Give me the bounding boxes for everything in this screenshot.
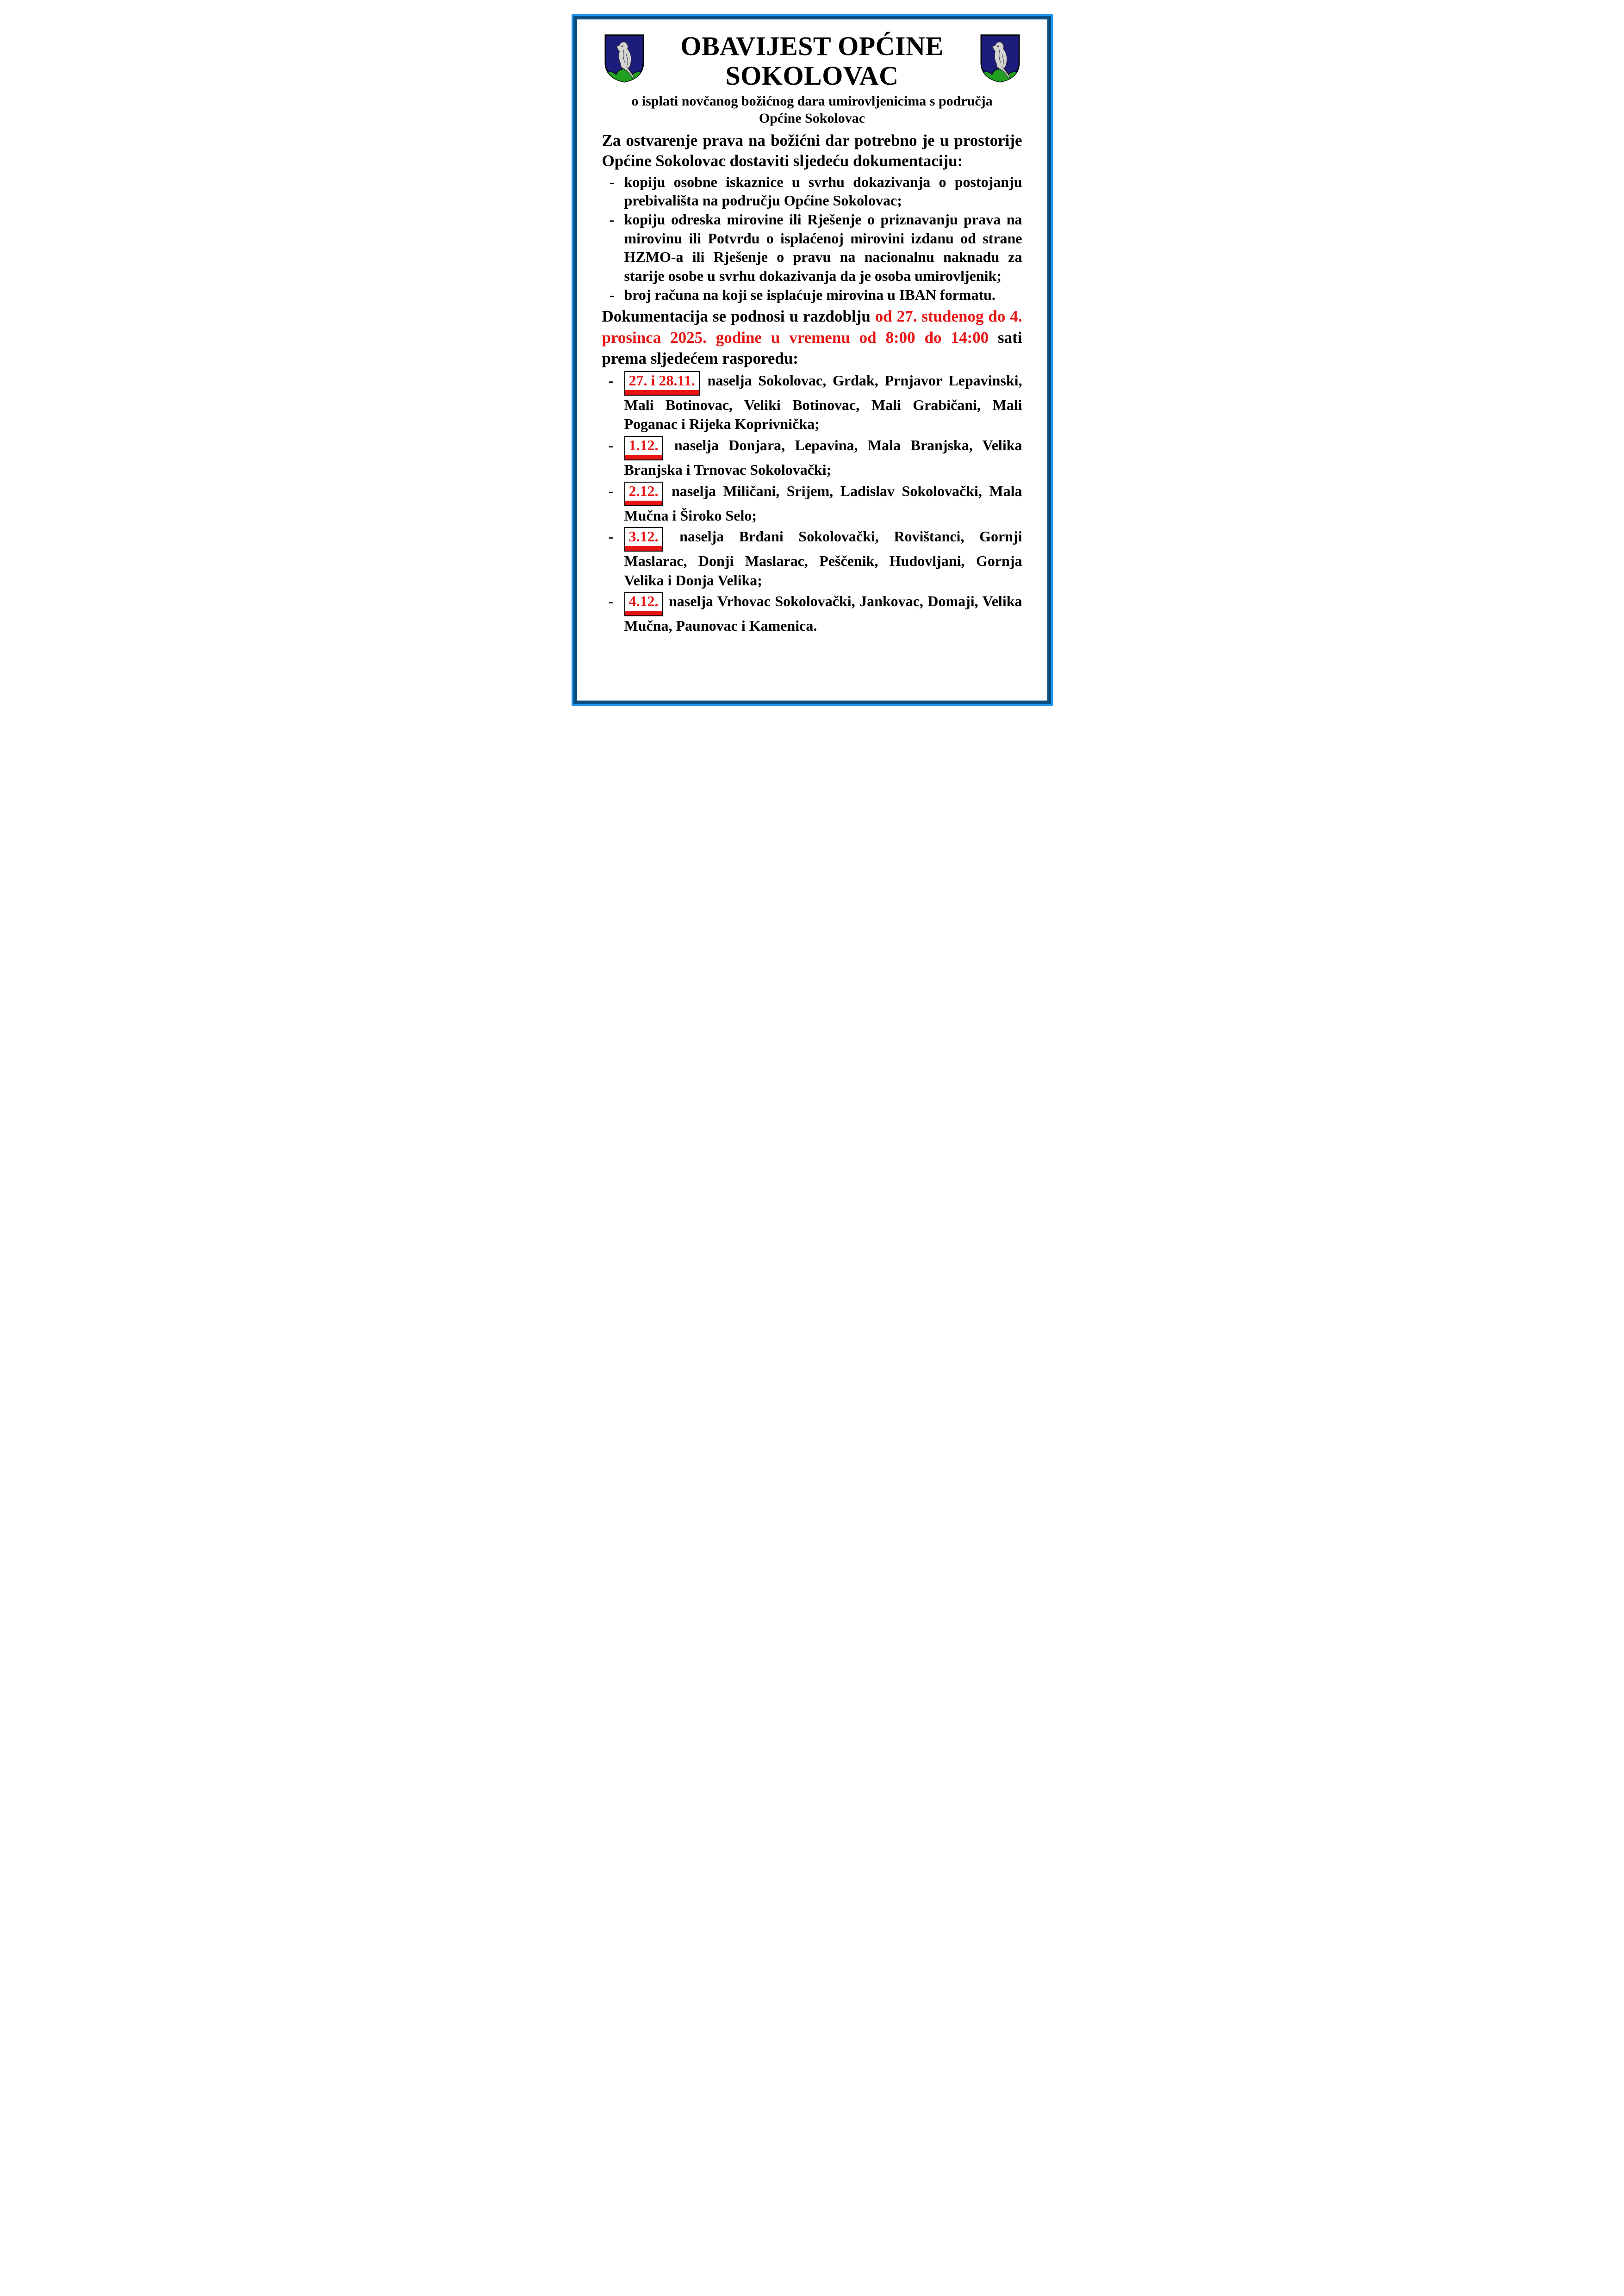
decorative-border-outer (572, 14, 1053, 706)
schedule-list-item (602, 436, 1022, 480)
schedule-places: naselja Vrhovac Sokolovački, Jankovac, Domaji, Velika Mučna, Paunovac i Kamenica. (624, 593, 1022, 634)
schedule-places: naselja Brđani Sokolovački, Rovištanci, Gornji Maslarac, Donji Maslarac, Peščenik, Hudovljani, Gornja Velika i Donja Velika; (624, 528, 1022, 589)
dash-marker: - (609, 286, 615, 303)
decorative-border-inner (573, 16, 1051, 704)
date-box (624, 527, 663, 552)
schedule-list-item (602, 592, 1022, 636)
period-paragraph (602, 306, 1022, 369)
subtitle-line-1: o isplati novčanog božićnog dara umirovljenicima s područja (631, 93, 993, 109)
page-subtitle (602, 93, 1022, 127)
subtitle-line-2: Općine Sokolovac (759, 110, 865, 126)
notice-content (577, 19, 1047, 701)
schedule-list-item (602, 482, 1022, 526)
date-box (624, 482, 663, 506)
schedule-list-item (602, 527, 1022, 590)
page-title: OBAVIJEST OPĆINE SOKOLOVAC (680, 31, 944, 91)
dash-marker: - (608, 372, 614, 389)
date-box (624, 436, 663, 460)
schedule-list (602, 371, 1022, 636)
schedule-date: 2.12. (625, 483, 662, 505)
document-list-item (602, 285, 1022, 304)
document-list-item (602, 210, 1022, 285)
schedule-date: 1.12. (625, 437, 662, 459)
notice-page (558, 0, 1067, 720)
period-text-black-after: sati prema sljedećem rasporedu: (602, 328, 1022, 368)
dash-marker: - (608, 593, 614, 610)
schedule-places: naselja Sokolovac, Grdak, Prnjavor Lepavinski, Mali Botinovac, Veliki Botinovac, Mali Grabičani, Mali Poganac i Rijeka Koprivnička; (624, 372, 1022, 433)
document-item-text: kopiju osobne iskaznice u svrhu dokazivanja o postojanju prebivališta na području Općine Sokolovac; (624, 173, 1022, 209)
intro-paragraph: Za ostvarenje prava na božićni dar potrebno je u prostorije Općine Sokolovac dostaviti sljedeću dokumentaciju: (602, 131, 1022, 170)
dash-marker: - (608, 528, 614, 545)
date-box (624, 592, 663, 616)
documents-list (602, 173, 1022, 304)
period-text-black-before: Dokumentacija se podnosi u razdoblju (602, 307, 875, 326)
schedule-places: naselja Donjara, Lepavina, Mala Branjska, Velika Branjska i Trnovac Sokolovački; (624, 436, 1022, 478)
schedule-date: 4.12. (625, 593, 662, 615)
dash-marker: - (608, 436, 614, 453)
schedule-date: 27. i 28.11. (625, 372, 699, 395)
header (602, 31, 1022, 127)
schedule-places: naselja Miličani, Srijem, Ladislav Sokolovački, Mala Mučna i Široko Selo; (624, 482, 1022, 524)
document-item-text: kopiju odreska mirovine ili Rješenje o priznavanju prava na mirovinu ili Potvrdu o isplaćenoj mirovini izdanu od strane HZMO-a ili Rješenje o pravu na nacionalnu naknadu za starije osobe u svrhu dokazivanja da je osoba umirovljenik; (624, 211, 1022, 284)
coat-of-arms-right-icon (979, 32, 1021, 84)
schedule-list-item (602, 371, 1022, 434)
document-item-text: broj računa na koji se isplaćuje mirovina u IBAN formatu. (624, 286, 996, 303)
dash-marker: - (609, 211, 615, 228)
date-box (624, 371, 700, 396)
dash-marker: - (609, 173, 615, 190)
coat-of-arms-left-icon (603, 32, 646, 84)
period-text-red: od 27. studenog do 4. prosinca 2025. godine u vremenu od 8:00 do 14:00 (602, 307, 1022, 347)
dash-marker: - (608, 482, 614, 499)
schedule-date: 3.12. (625, 528, 662, 551)
document-list-item (602, 173, 1022, 210)
